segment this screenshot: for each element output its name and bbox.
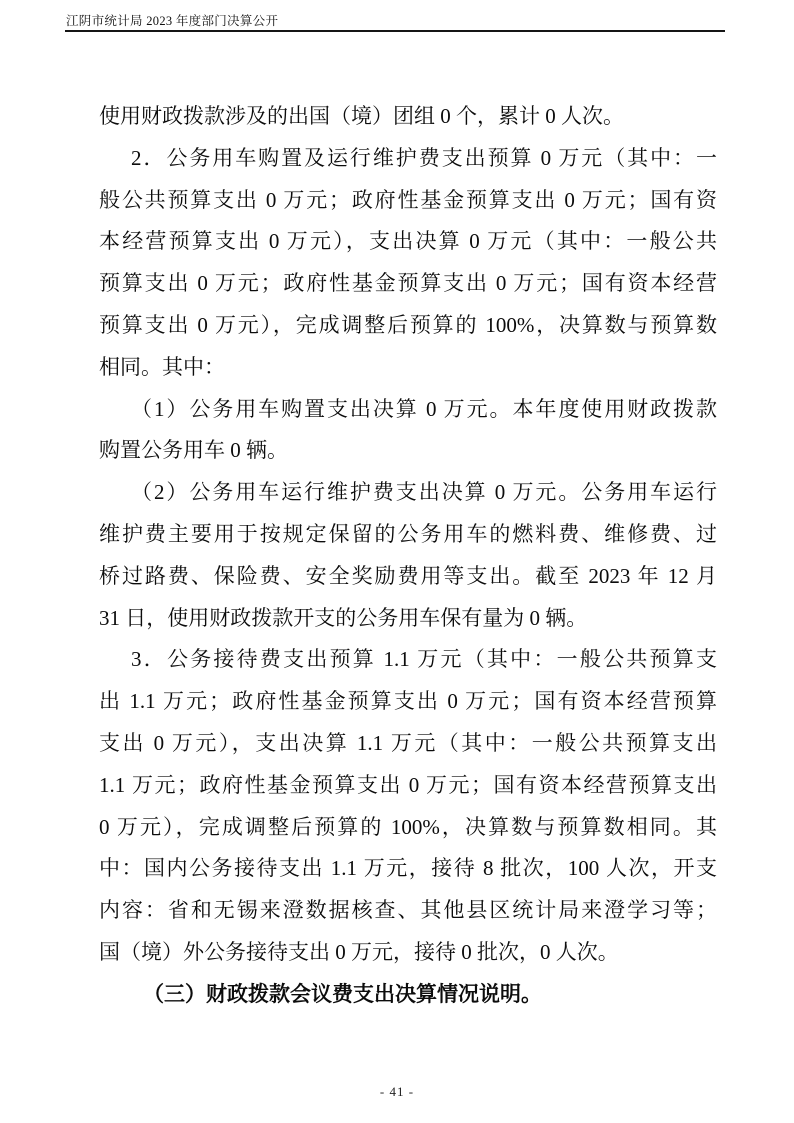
body-line: 0 万元），完成调整后预算的 100%，决算数与预算数相同。其 xyxy=(99,814,717,839)
body-line: 预算支出 0 万元；政府性基金预算支出 0 万元；国有资本经营 xyxy=(99,271,717,296)
body-line: 购置公务用车 0 辆。 xyxy=(99,438,288,463)
body-line: 相同。其中： xyxy=(99,354,225,379)
body-line: 国（境）外公务接待支出 0 万元，接待 0 批次，0 人次。 xyxy=(99,939,619,964)
body-line: 使用财政拨款涉及的出国（境）团组 0 个，累计 0 人次。 xyxy=(99,104,624,128)
body-line: 1.1 万元；政府性基金预算支出 0 万元；国有资本经营预算支出 xyxy=(99,772,717,797)
body-line: 般公共预算支出 0 万元；政府性基金预算支出 0 万元；国有资 xyxy=(99,187,717,212)
body-line: （1）公务用车购置支出决算 0 万元。本年度使用财政拨款 xyxy=(131,396,717,421)
body-text xyxy=(99,96,717,1016)
page-number: - 41 - xyxy=(379,1084,415,1099)
body-line: 维护费主要用于按规定保留的公务用车的燃料费、维修费、过 xyxy=(99,521,717,546)
body-line: 出 1.1 万元；政府性基金预算支出 0 万元；国有资本经营预算 xyxy=(99,689,717,714)
body-line: 桥过路费、保险费、安全奖励费用等支出。截至 2023 年 12 月 xyxy=(99,563,717,588)
body-line: 3．公务接待费支出预算 1.1 万元（其中：一般公共预算支 xyxy=(131,647,717,672)
body-line: 31 日，使用财政拨款开支的公务用车保有量为 0 辆。 xyxy=(99,605,588,630)
body-line: 内容：省和无锡来澄数据核查、其他县区统计局来澄学习等； xyxy=(99,898,717,923)
body-line: 本经营预算支出 0 万元），支出决算 0 万元（其中：一般公共 xyxy=(99,229,717,254)
header-title: 江阴市统计局 2023 年度部门决算公开 xyxy=(66,14,279,28)
section-heading: （三）财政拨款会议费支出决算情况说明。 xyxy=(143,981,542,1006)
body-line: 2．公务用车购置及运行维护费支出预算 0 万元（其中：一 xyxy=(131,145,717,170)
body-line: 支出 0 万元），支出决算 1.1 万元（其中：一般公共预算支出 xyxy=(99,730,717,755)
body-line: 中：国内公务接待支出 1.1 万元，接待 8 批次，100 人次，开支 xyxy=(99,856,717,881)
body-line: 预算支出 0 万元），完成调整后预算的 100%，决算数与预算数 xyxy=(99,312,717,337)
header-rule xyxy=(65,30,725,32)
body-line: （2）公务用车运行维护费支出决算 0 万元。公务用车运行 xyxy=(131,480,717,505)
